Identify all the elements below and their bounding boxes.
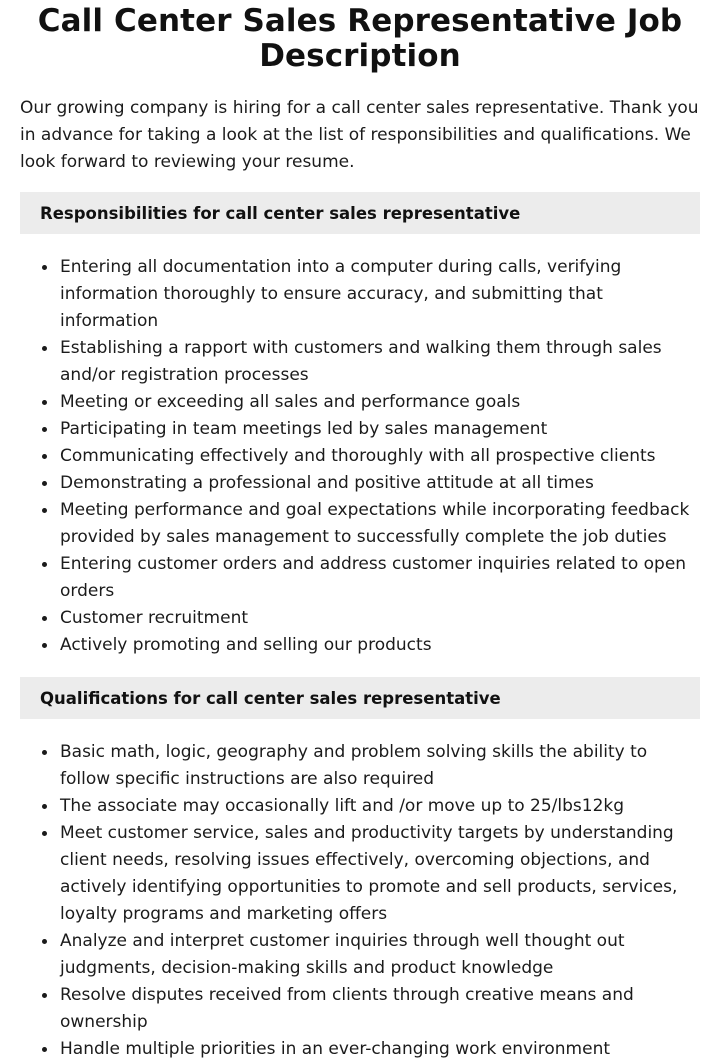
list-item: Customer recruitment [20,605,700,632]
bullet-icon [42,481,47,486]
bullet-icon [42,643,47,648]
bullet-icon [42,346,47,351]
list-item: Entering customer orders and address customer inquiries related to open orders [20,551,700,605]
bullet-icon [42,265,47,270]
qualifications-list [20,739,700,1063]
bullet-icon [42,427,47,432]
list-item: Resolve disputes received from clients through creative means and ownership [20,982,700,1036]
list-item: Participating in team meetings led by sales management [20,416,700,443]
list-item: Communicating effectively and thoroughly with all prospective clients [20,443,700,470]
list-item: Meet customer service, sales and productivity targets by understanding client needs, resolving issues effectively, overcoming objections, and actively identifying opportunities to promote and sell products, services, loyalty programs and marketing offers [20,820,700,928]
list-item: Basic math, logic, geography and problem solving skills the ability to follow specific instructions are also required [20,739,700,793]
list-item: The associate may occasionally lift and /or move up to 25/lbs12kg [20,793,700,820]
bullet-icon [42,939,47,944]
bullet-icon [42,804,47,809]
bullet-icon [42,616,47,621]
bullet-icon [42,562,47,567]
list-item: Handle multiple priorities in an ever-changing work environment [20,1036,700,1063]
responsibilities-heading [20,192,700,234]
list-item: Actively promoting and selling our products [20,632,700,659]
bullet-icon [42,1047,47,1052]
page-title: Call Center Sales Representative Job Description [37,3,683,74]
list-item: Establishing a rapport with customers and walking them through sales and/or registration processes [20,335,700,389]
responsibilities-heading-text: Responsibilities for call center sales representative [40,203,521,223]
responsibilities-list [20,254,700,659]
qualifications-heading [20,677,700,719]
bullet-icon [42,400,47,405]
bullet-icon [42,993,47,998]
bullet-icon [42,750,47,755]
list-item: Demonstrating a professional and positive attitude at all times [20,470,700,497]
list-item: Meeting or exceeding all sales and performance goals [20,389,700,416]
list-item: Meeting performance and goal expectations while incorporating feedback provided by sales management to successfully complete the job duties [20,497,700,551]
bullet-icon [42,508,47,513]
qualifications-heading-text: Qualifications for call center sales representative [40,688,501,708]
list-item: Entering all documentation into a computer during calls, verifying information thoroughly to ensure accuracy, and submitting that information [20,254,700,335]
bullet-icon [42,454,47,459]
intro-paragraph: Our growing company is hiring for a call center sales representative. Thank you in advance for taking a look at the list of responsibilities and qualifications. We look forward to reviewing your resume. [20,98,699,172]
bullet-icon [42,831,47,836]
list-item: Analyze and interpret customer inquiries through well thought out judgments, decision-making skills and product knowledge [20,928,700,982]
